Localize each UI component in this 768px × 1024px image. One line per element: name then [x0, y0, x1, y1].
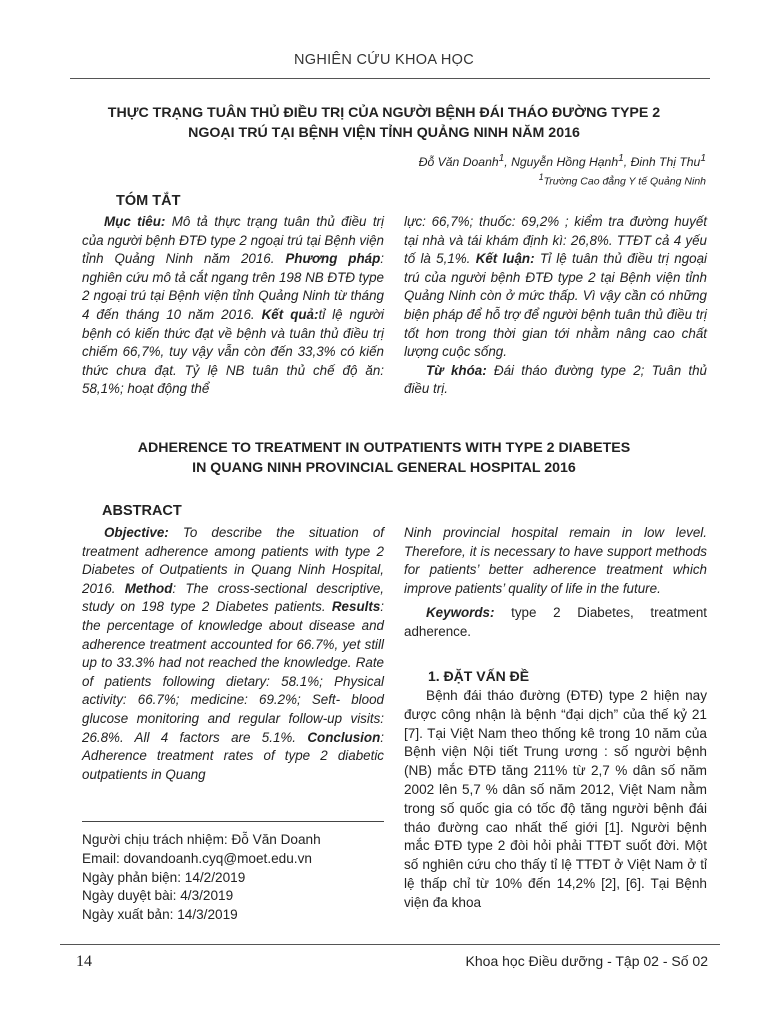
- phuong-phap-label: Phương pháp: [285, 251, 381, 267]
- tomtat-paragraph-cont: [404, 213, 707, 362]
- header-rule: [70, 78, 710, 79]
- tomtat-heading: TÓM TẮT: [116, 193, 181, 209]
- keywords-label: Keywords:: [426, 605, 495, 621]
- results-label: Results: [331, 599, 381, 615]
- keywords-text: type 2 Diabetes, treatment adherence.: [404, 605, 707, 639]
- section-1-paragraph: Bệnh đái tháo đường (ĐTĐ) type 2 hiện nay được công nhận là bệnh “đại dịch” của thế kỷ 21 [7]. Tại Việt Nam theo thống kê trong 10 năm của Bệnh viện Nội tiết Trung ương : số người bệnh (NB) mắc ĐTĐ tăng 211% từ 2,7 % dân số năm 2002 lên 5,7 % dân số năm 2012, Việt Nam nằm trong số quốc gia có tốc độ tăng người bệnh đái tháo đường cao nhất thế giới [1]. Người bệnh mắc ĐTĐ type 2 đòi hỏi phải TTĐT suốt đời. Một số nghiên cứu cho thấy tỉ lệ TTĐT ở Việt Nam ở tỉ lệ thấp chỉ từ 10% đến 14,2% [2], [6]. Tại Bệnh viện đa khoa: [404, 688, 707, 910]
- ket-qua-label: Kết quả:: [261, 306, 319, 322]
- keywords-paragraph: [404, 604, 707, 641]
- conclusion-label: Conclusion: [307, 729, 381, 745]
- method-text: : The cross-sectional descriptive, study on 198 type 2 Diabetes patients.: [82, 580, 385, 615]
- tomtat-paragraph: [82, 213, 384, 399]
- tu-khoa-paragraph: [404, 362, 707, 399]
- ket-luan-label: Kết luận:: [475, 251, 535, 267]
- conclusion-text: : Adherence treatment rates of type 2 diabetic outpatients in Quang: [82, 729, 384, 782]
- abstract-paragraph: [82, 524, 384, 784]
- responsible-person: Người chịu trách nhiệm: Đỗ Văn Doanh: [82, 832, 321, 847]
- tu-khoa-label: Từ khóa:: [426, 362, 487, 378]
- abstract-column-right: [404, 524, 707, 642]
- approval-date: Ngày duyệt bài: 4/3/2019: [82, 888, 234, 904]
- author-3-sup: 1: [700, 153, 706, 164]
- abstract-paragraph-cont: Ninh provincial hospital remain in low level. Therefore, it is necessary to have support methods for patients’ better adherence treatment which improve patients’ quality of life in the future.: [404, 525, 707, 596]
- author-1: Đỗ Văn Doanh: [418, 155, 499, 170]
- author-3: Đinh Thị Thu: [630, 155, 701, 170]
- affiliation: [539, 172, 706, 188]
- english-title: [40, 438, 728, 478]
- vietnamese-title: [40, 103, 728, 143]
- ket-qua-text-cont: lực: 66,7%; thuốc: 69,2% ; kiểm tra đường huyết tại nhà và tái khám định kì: 26,8%. TTĐT cả 4 yếu tố là 5,1%.: [404, 214, 707, 267]
- journal-name: Khoa học Điều dưỡng - Tập 02 - Số 02: [465, 953, 708, 969]
- correspondence-rule: [82, 821, 384, 822]
- affiliation-sup: 1: [538, 172, 544, 182]
- author-2: Nguyễn Hồng Hạnh: [511, 155, 619, 170]
- muc-tieu-label: Mục tiêu:: [104, 214, 166, 229]
- review-date: Ngày phản biện: 14/2/2019: [82, 869, 246, 885]
- correspondence-info: [82, 831, 321, 925]
- section-1-heading: 1. ĐẶT VẤN ĐỀ: [428, 668, 530, 684]
- tu-khoa-text: Đái tháo đường type 2; Tuân thủ điều trị.: [404, 362, 707, 397]
- author-1-sup: 1: [498, 153, 505, 164]
- vi-title-line-2: NGOẠI TRÚ TẠI BỆNH VIỆN TỈNH QUẢNG NINH NĂM 2016: [188, 125, 580, 141]
- publication-date: Ngày xuất bản: 14/3/2019: [82, 907, 238, 923]
- objective-text: To describe the situation of treatment adherence among patients with type 2 Diabetes of Outpatients in Quang Ninh Hospital, 2016.: [82, 525, 384, 596]
- authors: Đỗ Văn Doanh$^1$, Nguyễn Hồng Hạnh$^1$, Đinh Thị Thu$^1$: [418, 153, 706, 170]
- affiliation-text: Trường Cao đẳng Y tế Quảng Ninh: [543, 175, 706, 188]
- objective-label: Objective:: [104, 525, 169, 540]
- ket-qua-text: tỉ lệ người bệnh có kiến thức đạt về bệnh và tuân thủ điều trị chiếm 66,7%, tuy vậy vẫn còn đến 33,3% có kiến thức chưa đạt. Tỷ lệ NB tuân thủ chế độ ăn: 58,1%; hoạt động thể: [82, 306, 384, 397]
- vi-title-line-1: THỰC TRẠNG TUÂN THỦ ĐIỀU TRỊ CỦA NGƯỜI BỆNH ĐÁI THÁO ĐƯỜNG TYPE 2: [107, 105, 661, 121]
- ket-luan-text: Tỉ lệ tuân thủ điều trị ngoại trú của người bệnh ĐTĐ type 2 tại Bệnh viện tỉnh Quảng Ninh còn ở mức thấp. Vì vậy cần có những biện pháp để hỗ trợ để người bệnh tuân thủ điều trị tốt hơn trong thời gian tới nhằm nâng cao chất lượng cuộc sống.: [404, 251, 708, 360]
- muc-tieu-text: Mô tả thực trạng tuân thủ điều trị của người bệnh ĐTĐ type 2 ngoại trú tại Bệnh viện tỉnh Quảng Ninh năm 2016.: [82, 214, 384, 267]
- phuong-phap-text: : nghiên cứu mô tả cắt ngang trên 198 NB ĐTĐ type 2 ngoại trú tại Bệnh viện tỉnh Quảng Ninh từ tháng 4 đến tháng 10 năm 2016.: [82, 251, 384, 322]
- en-title-line-2: IN QUANG NINH PROVINCIAL GENERAL HOSPITAL 2016: [192, 460, 576, 476]
- abstract-column-left: [82, 524, 384, 784]
- abstract-heading: ABSTRACT: [102, 503, 182, 519]
- footer-rule: [60, 944, 720, 945]
- email: Email: dovandoanh.cyq@moet.edu.vn: [82, 850, 312, 866]
- author-2-sup: 1: [618, 153, 624, 164]
- section-1-body: [404, 687, 707, 913]
- en-title-line-1: ADHERENCE TO TREATMENT IN OUTPATIENTS WITH TYPE 2 DIABETES: [137, 440, 631, 456]
- tomtat-column-left: [82, 213, 384, 399]
- running-header: NGHIÊN CỨU KHOA HỌC: [293, 52, 475, 68]
- tomtat-column-right: [404, 213, 707, 399]
- page-number: 14: [76, 953, 92, 970]
- method-label: Method: [124, 580, 173, 596]
- results-text: : the percentage of knowledge about disease and adherence treatment accounted for 66.7%, yet still up to 33.3% had not reached the knowledge. Rate of patients following dietary: 58.1%; Physical activity: 66.7%; medicine: 69.2%; Seft- blood glucose monitoring and regular follow-up visits: 26.8%. All 4 factors are 5.1%.: [82, 599, 384, 745]
